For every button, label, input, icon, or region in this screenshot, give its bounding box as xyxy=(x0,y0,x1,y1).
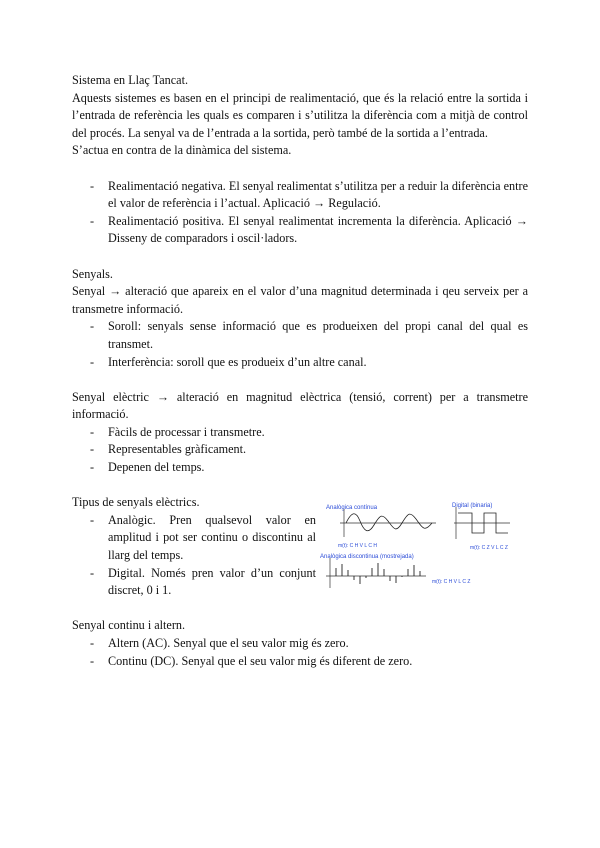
document-page xyxy=(72,72,528,670)
list-item: - Fàcils de processar i transmetre. xyxy=(72,424,528,442)
signals-list xyxy=(72,318,528,371)
figure-label-digital: Digital (binaria) xyxy=(452,503,493,510)
list-item: - Depenen del temps. xyxy=(72,459,528,477)
figure-label-continuous: Analògica contínua xyxy=(326,505,378,512)
section-title-signal-types: Tipus de senyals elèctrics. xyxy=(72,495,200,510)
figure-label-discontinuous: Analògica discontinua (mostrejada) xyxy=(320,554,414,561)
section-title-ac-dc: Senyal continu i altern. xyxy=(72,618,186,633)
analog-continuous-waveform xyxy=(326,507,456,539)
figure-caption-continuous: m(t): C H V L C H xyxy=(338,543,377,550)
electric-list xyxy=(72,424,528,477)
list-item: - Continu (DC). Senyal que el seu valor mig és diferent de zero. xyxy=(72,653,528,671)
list-item: - Altern (AC). Senyal que el seu valor mig és zero. xyxy=(72,635,528,653)
closed-loop-body: Aquests sistemes es basen en el principi de realimentació, que és la relació entre la sortida i l’entrada de referència les quals es comparen i s’utilitza la diferència com a mitjà de control del procés. La senyal va de l’entrada a la sortida, però també de la sortida a l’entrada. xyxy=(72,90,528,140)
section-title-signals: Senyals. xyxy=(72,266,113,281)
ac-dc-list xyxy=(72,635,528,670)
list-item: - Representables gràficament. xyxy=(72,441,528,459)
analog-discontinuous-waveform xyxy=(320,556,430,590)
signals-body: Senyal → alteració que apareix en el valor d’una magnitud determinada i qeu serveix per a transmetre informació. xyxy=(72,284,528,316)
section-title-closed-loop: Sistema en Llaç Tancat. xyxy=(72,73,189,87)
signal-types-list xyxy=(72,512,316,600)
list-item: - Interferència: soroll que es produeix d’un altre canal. xyxy=(72,354,528,372)
list-item: - Realimentació negativa. El senyal realimentat s’utilitza per a reduir la diferència entre el valor de referència i l’actual. Aplicació → Regulació. xyxy=(72,178,528,213)
figure-caption-digital: m(t): C Z V L C Z xyxy=(470,545,508,552)
list-item: - Realimentació positiva. El senyal realimentat incrementa la diferència. Aplicació → Disseny de comparadors i oscil·ladors. xyxy=(72,213,528,248)
feedback-list xyxy=(72,178,528,248)
list-item: - Digital. Només pren valor d’un conjunt discret, 0 i 1. xyxy=(72,565,316,600)
electric-signal-body: Senyal elèctric → alteració en magnitud elèctrica (tensió, corrent) per a transmetre informació. xyxy=(72,389,528,422)
signal-types-figure xyxy=(316,494,528,599)
list-item: - Analògic. Pren qualsevol valor en amplitud i pot ser continu o discontinu al llarg del temps. xyxy=(72,512,316,565)
digital-waveform xyxy=(450,505,512,541)
list-item: - Soroll: senyals sense informació que es produeixen del propi canal del qual es transmet. xyxy=(72,318,528,353)
signal-types-block xyxy=(72,494,528,600)
closed-loop-note: S’actua en contra de la dinàmica del sistema. xyxy=(72,143,292,158)
figure-caption-discontinuous: m(t): C H V L C Z xyxy=(432,579,471,586)
